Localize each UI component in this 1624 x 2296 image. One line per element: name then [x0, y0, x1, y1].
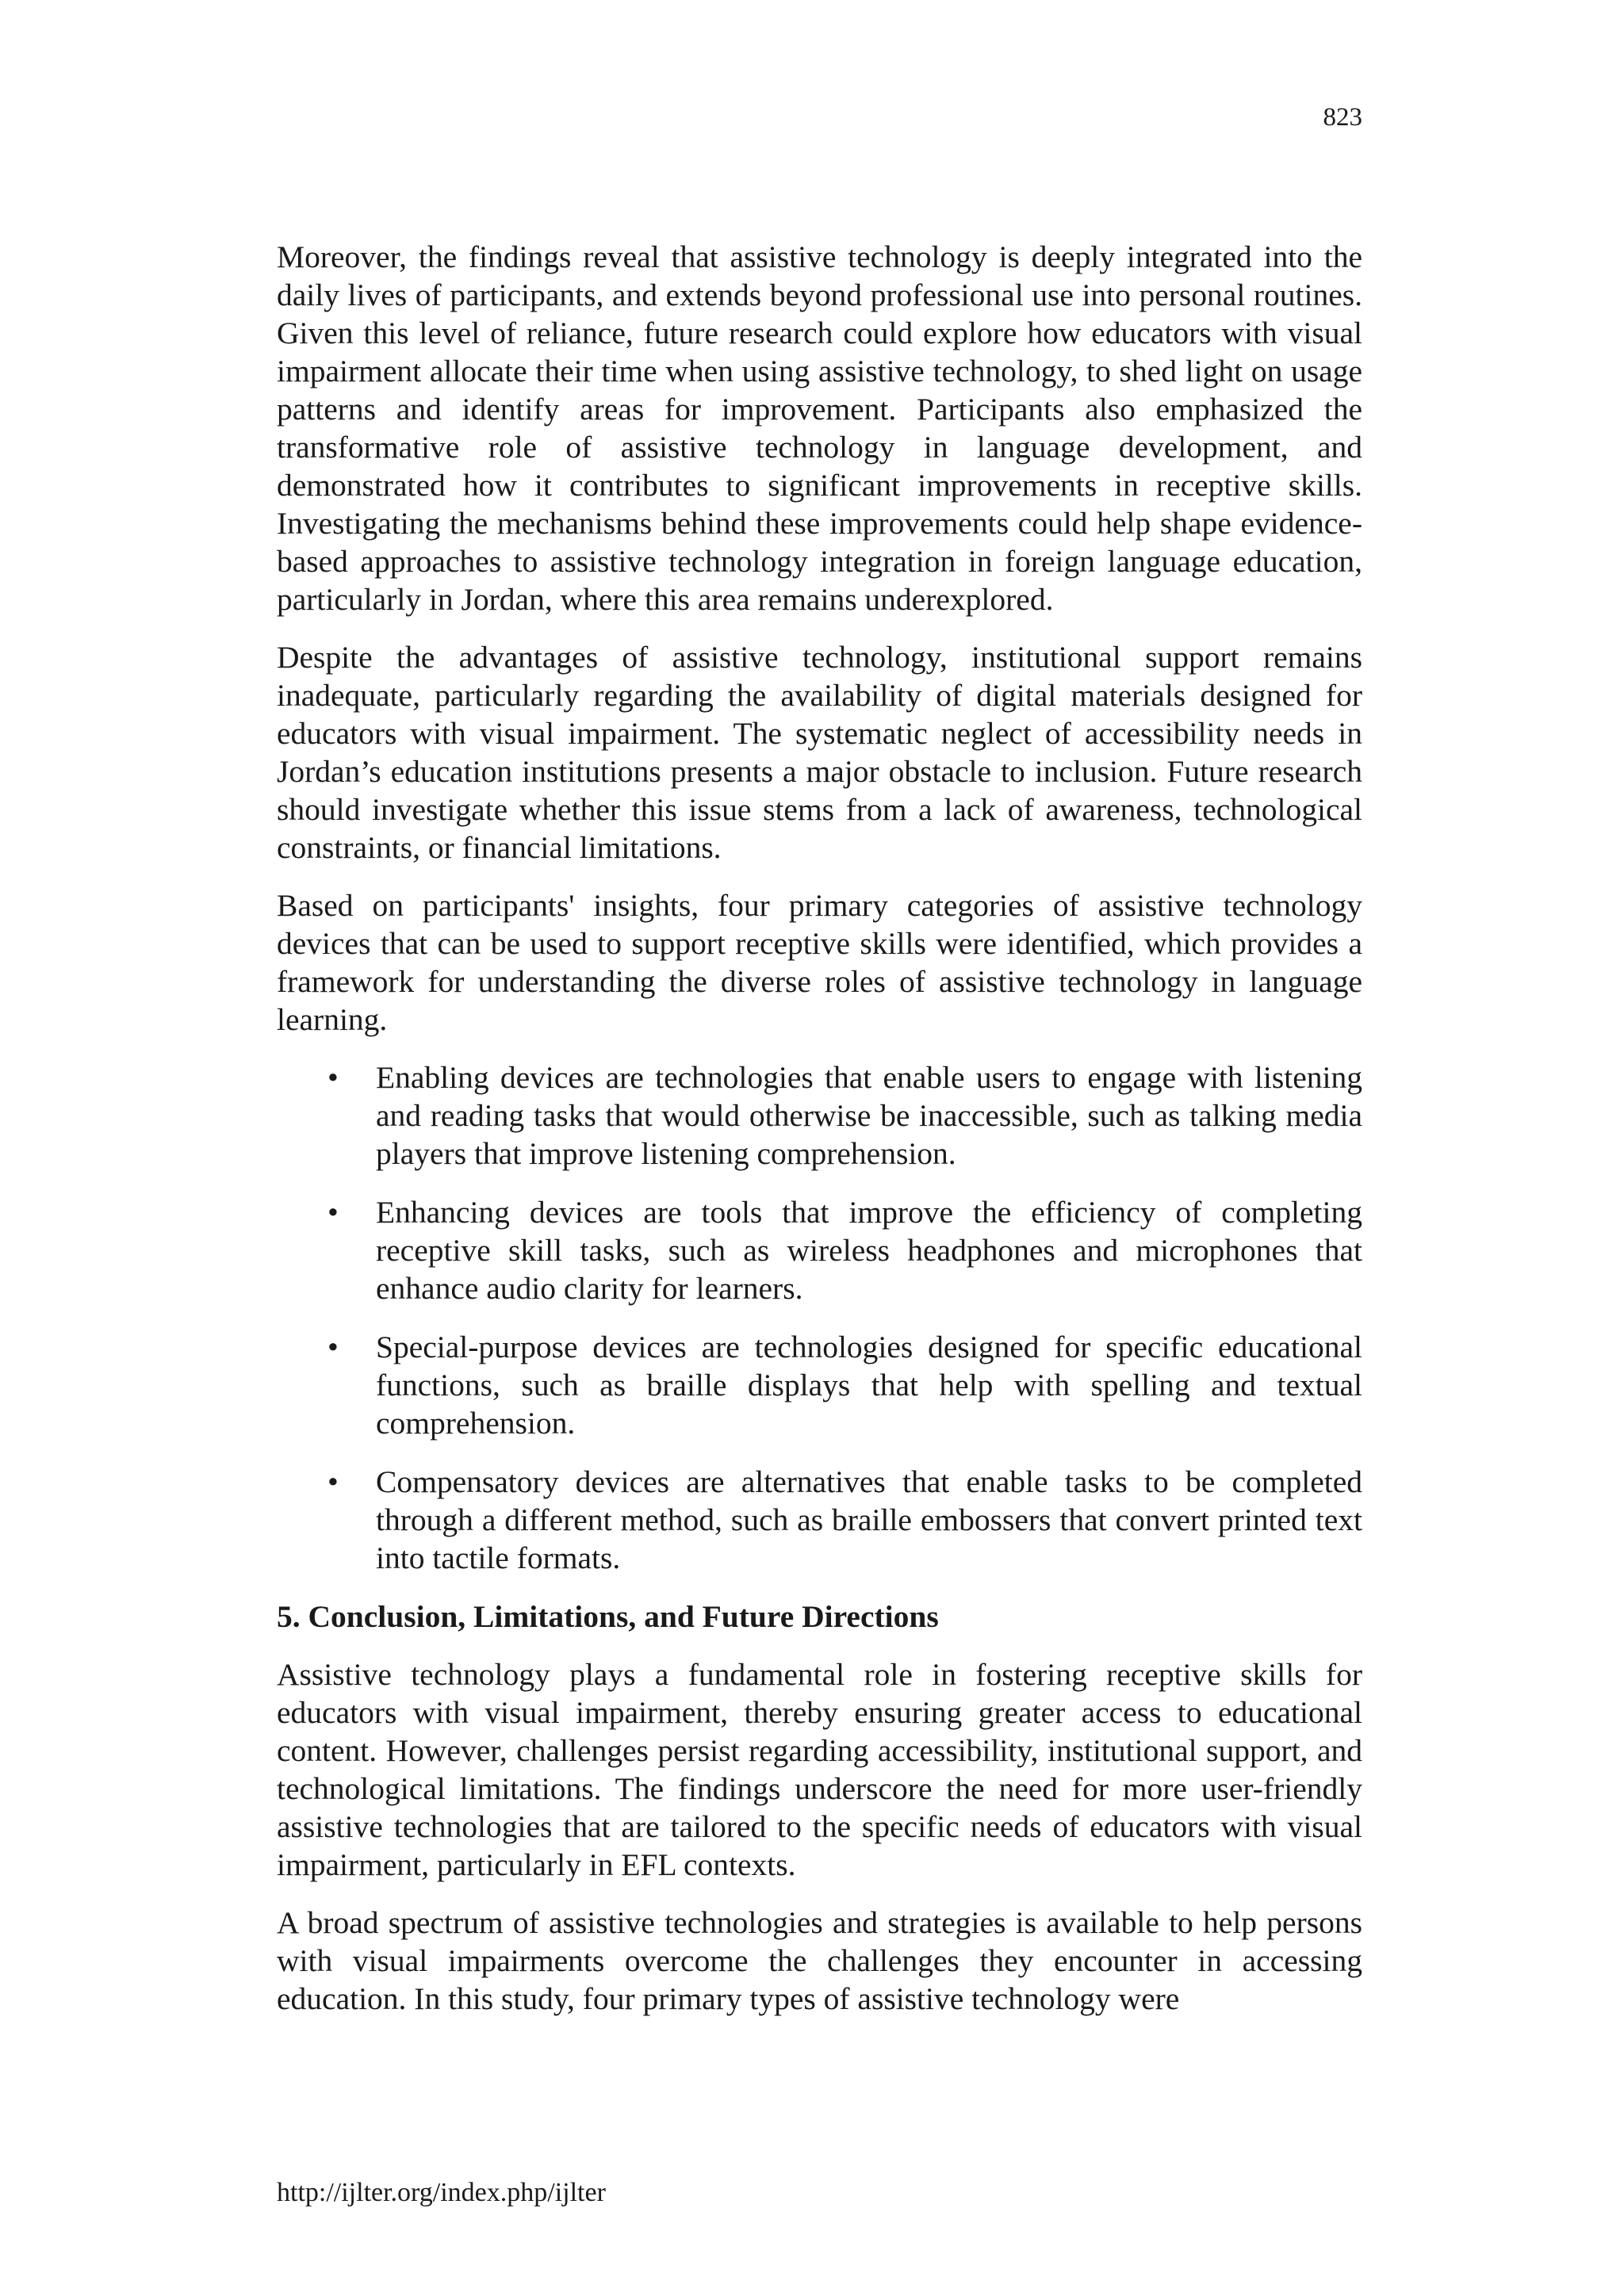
footer-url: http://ijlter.org/index.php/ijlter	[277, 2178, 606, 2207]
list-item-text: Special-purpose devices are technologies designed for specific educational functions, such as braille displays that help with spelling and textual comprehension.	[376, 1330, 1362, 1441]
list-item	[277, 1463, 1362, 1577]
bullet-icon: •	[327, 1195, 339, 1230]
body-paragraph: Despite the advantages of assistive technology, institutional support remains inadequate, particularly regarding the availability of digital materials designed for educators with visual impairment. The systematic neglect of accessibility needs in Jordan’s education institutions presents a major obstacle to inclusion. Future research should investigate whether this issue stems from a lack of awareness, technological constraints, or financial limitations.	[277, 640, 1362, 865]
list-item	[277, 1328, 1362, 1442]
list-item	[277, 1058, 1362, 1173]
list-item	[277, 1193, 1362, 1307]
body-paragraph: Assistive technology plays a fundamental role in fostering receptive skills for educators with visual impairment, thereby ensuring greater access to educational content. However, challenges persist regarding accessibility, institutional support, and technological limitations. The findings underscore the need for more user-friendly assistive technologies that are tailored to the specific needs of educators with visual impairment, particularly in EFL contexts.	[277, 1657, 1362, 1882]
bullet-icon: •	[327, 1060, 339, 1095]
device-category-list	[277, 1058, 1362, 1577]
section-heading: 5. Conclusion, Limitations, and Future Directions	[277, 1599, 939, 1634]
list-item-text: Enhancing devices are tools that improve the efficiency of completing receptive skill tasks, such as wireless headphones and microphones that enhance audio clarity for learners.	[376, 1195, 1362, 1306]
bullet-icon: •	[327, 1464, 339, 1499]
bullet-icon: •	[327, 1330, 339, 1364]
body-paragraph: A broad spectrum of assistive technologies and strategies is available to help persons with visual impairments overcome the challenges they encounter in accessing education. In this study, four primary types of assistive technology were	[277, 1905, 1362, 2016]
list-item-text: Compensatory devices are alternatives that enable tasks to be completed through a different method, such as braille embossers that convert printed text into tactile formats.	[376, 1464, 1362, 1575]
page-number: 823	[1323, 103, 1362, 132]
list-item-text: Enabling devices are technologies that enable users to engage with listening and reading tasks that would otherwise be inaccessible, such as talking media players that improve listening comprehension.	[376, 1060, 1362, 1171]
body-paragraph: Based on participants' insights, four primary categories of assistive technology devices that can be used to support receptive skills were identified, which provides a framework for understanding the diverse roles of assistive technology in language learning.	[277, 888, 1362, 1037]
body-paragraph: Moreover, the findings reveal that assistive technology is deeply integrated into the daily lives of participants, and extends beyond professional use into personal routines. Given this level of reliance, future research could explore how educators with visual impairment allocate their time when using assistive technology, to shed light on usage patterns and identify areas for improvement. Participants also emphasized the transformative role of assistive technology in language development, and demonstrated how it contributes to significant improvements in receptive skills. Investigating the mechanisms behind these improvements could help shape evidence-based approaches to assistive technology integration in foreign language education, particularly in Jordan, where this area remains underexplored.	[277, 239, 1362, 617]
article-body	[277, 238, 1362, 2038]
